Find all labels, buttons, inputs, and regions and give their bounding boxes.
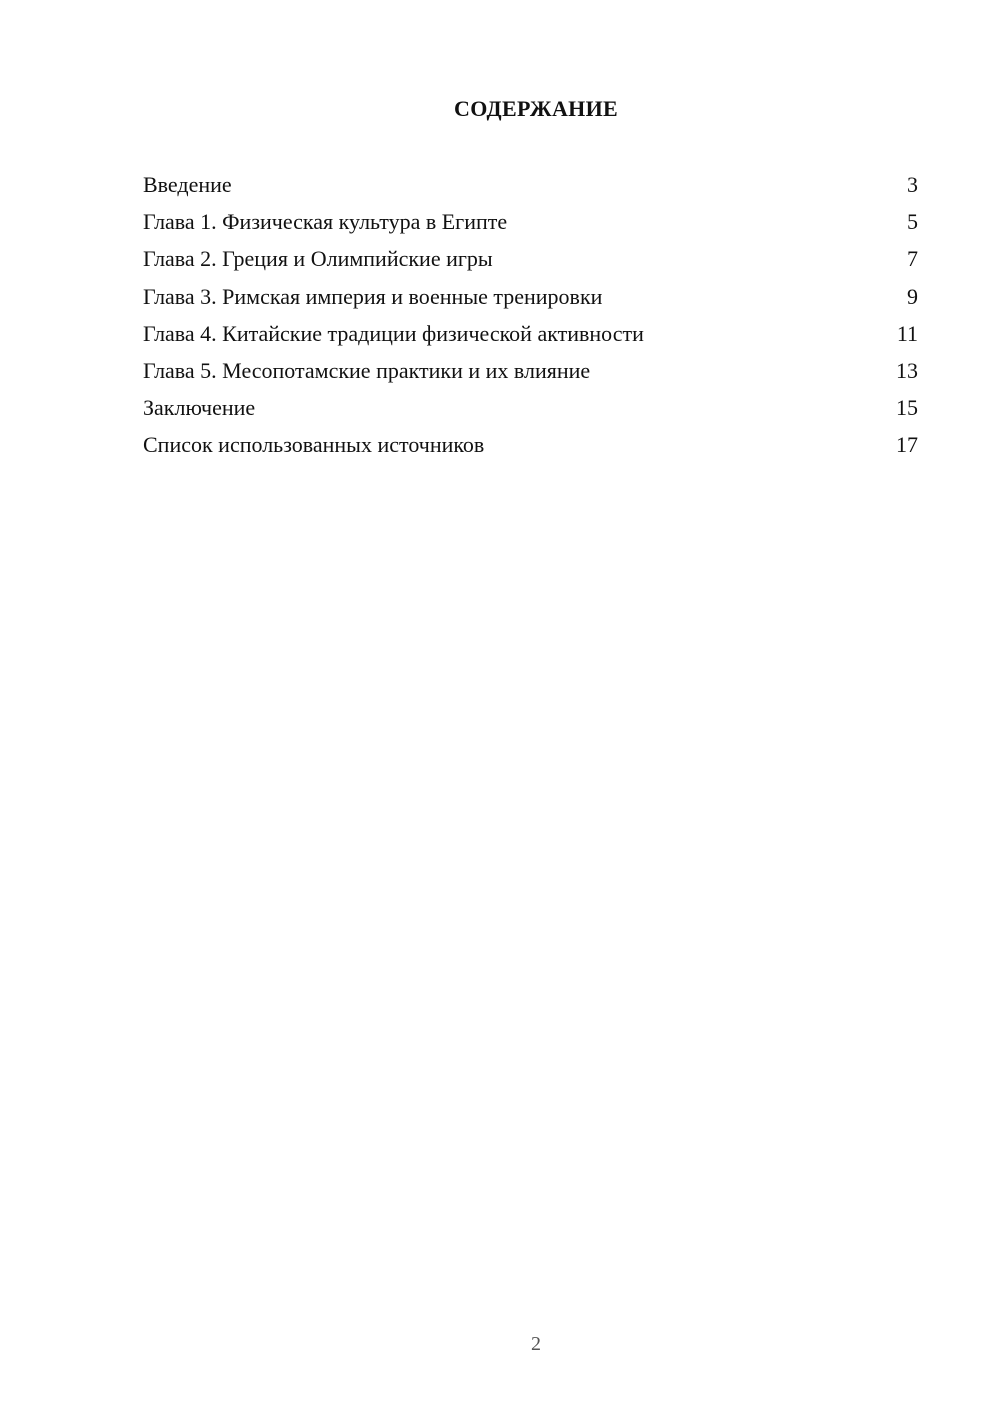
toc-entry-introduction [143, 170, 918, 207]
toc-entry-page: 9 [907, 283, 918, 309]
toc-entry-title: Заключение [143, 395, 256, 421]
toc-entry-chapter-1 [143, 207, 918, 244]
toc-entry-page: 15 [896, 395, 918, 421]
toc-entry-page: 5 [907, 209, 918, 235]
toc-entry-conclusion [143, 393, 918, 430]
toc-entry-title: Глава 2. Греция и Олимпийские игры [143, 246, 493, 272]
table-of-contents [143, 170, 918, 468]
toc-entry-title: Глава 4. Китайские традиции физической активности [143, 320, 644, 346]
toc-entry-chapter-2 [143, 244, 918, 281]
toc-entry-references [143, 430, 918, 467]
toc-entry-title: Глава 3. Римская империя и военные тренировки [143, 283, 603, 309]
toc-entry-title: Глава 1. Физическая культура в Египте [143, 209, 508, 235]
toc-entry-title: Список использованных источников [143, 432, 485, 458]
toc-entry-page: 13 [896, 357, 918, 383]
toc-entry-chapter-3 [143, 282, 918, 319]
toc-entry-page: 17 [896, 432, 918, 458]
toc-entry-title: Введение [143, 172, 232, 197]
toc-entry-page: 7 [907, 246, 918, 272]
toc-entry-page: 3 [907, 172, 918, 197]
toc-entry-chapter-4 [143, 319, 918, 356]
page-number: 2 [531, 1333, 541, 1355]
toc-entry-chapter-5 [143, 356, 918, 393]
page-title: СОДЕРЖАНИЕ [454, 96, 618, 121]
toc-entry-page: 11 [896, 320, 918, 346]
toc-entry-title: Глава 5. Месопотамские практики и их влияние [143, 357, 591, 383]
